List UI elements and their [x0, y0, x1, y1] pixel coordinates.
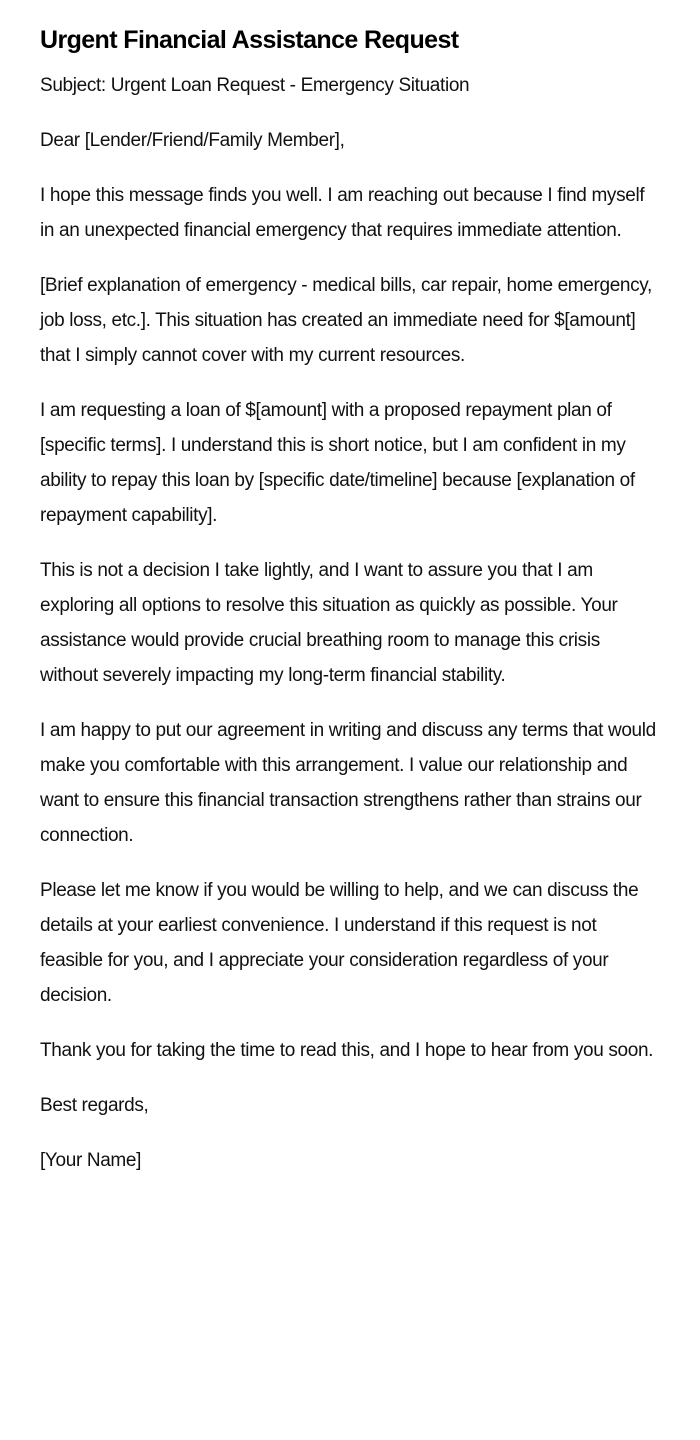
- body-paragraph-followup: Please let me know if you would be willing to help, and we can discuss the details at your earliest convenience. I understand if this request is not feasible for you, and I appreciate your consideration regardless of your decision.: [40, 880, 639, 1006]
- body-paragraph-intro: I hope this message finds you well. I am reaching out because I find myself in an unexpected financial emergency that requires immediate attention.: [40, 185, 645, 241]
- body-paragraph-thanks: Thank you for taking the time to read this, and I hope to hear from you soon.: [40, 1040, 654, 1061]
- document-title: Urgent Financial Assistance Request: [40, 26, 459, 54]
- body-paragraph-emergency: [Brief explanation of emergency - medical bills, car repair, home emergency, job loss, etc.]. This situation has created an immediate need for $[amount] that I simply cannot cover with my current resources.: [40, 275, 652, 366]
- signature: [Your Name]: [40, 1150, 142, 1171]
- body-paragraph-request: I am requesting a loan of $[amount] with a proposed repayment plan of [specific terms]. I understand this is short notice, but I am confident in my ability to repay this loan by [specific date/timeline] because [explanation of repayment capability].: [40, 400, 635, 526]
- closing: Best regards,: [40, 1095, 149, 1116]
- body-paragraph-agreement: I am happy to put our agreement in writing and discuss any terms that would make you comfortable with this arrangement. I value our relationship and want to ensure this financial transaction strengthens rather than strains our connection.: [40, 720, 656, 846]
- body-paragraph-assurance: This is not a decision I take lightly, and I want to assure you that I am exploring all options to resolve this situation as quickly as possible. Your assistance would provide crucial breathing room to manage this crisis without severely impacting my long-term financial stability.: [40, 560, 618, 686]
- subject-line: Subject: Urgent Loan Request - Emergency Situation: [40, 75, 470, 96]
- salutation: Dear [Lender/Friend/Family Member],: [40, 130, 345, 151]
